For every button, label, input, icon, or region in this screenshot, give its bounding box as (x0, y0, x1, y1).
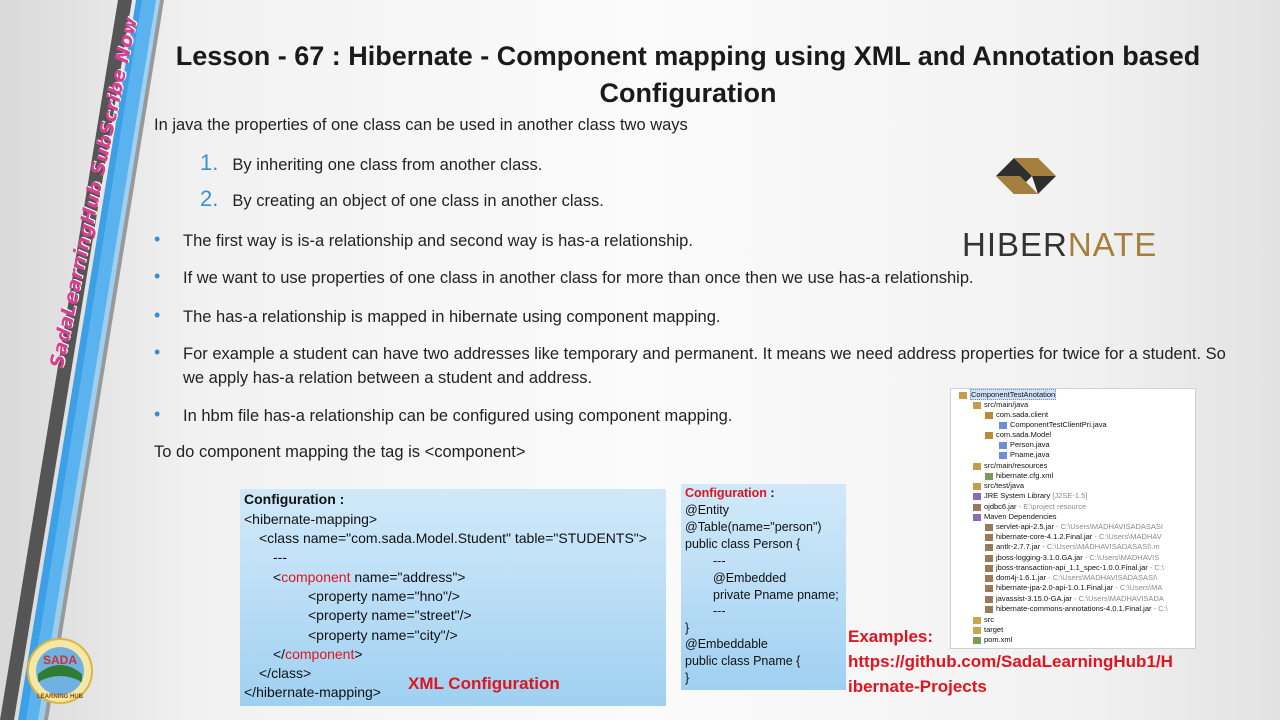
badge-top-text: SADA (42, 653, 78, 667)
bullet-text: If we want to use properties of one class in another class for more than once then we use has-a relationship. (183, 269, 974, 287)
heading-text: Configuration (685, 486, 767, 500)
tree-label: antlr-2.7.7.jar (996, 542, 1041, 551)
tree-row (985, 573, 1157, 583)
tree-label: hibernate-commons-annotations-4.0.1.Final.jar (996, 604, 1152, 613)
tree-row (999, 440, 1050, 450)
item-number: 2. (200, 186, 219, 211)
library-icon (973, 493, 981, 500)
heading-colon: : (766, 486, 775, 500)
tree-path: - E:\project resource (1016, 502, 1087, 511)
tree-path: - C:\Users\MADHAVIS (1082, 553, 1160, 562)
component-tag-text: To do component mapping the tag is <component> (154, 443, 526, 461)
jar-icon (973, 504, 981, 511)
tree-label: JRE System Library (984, 491, 1053, 500)
item-text: By inheriting one class from another class. (232, 156, 543, 174)
code-fragment: < (273, 569, 282, 585)
tree-row (985, 563, 1164, 573)
tree-row (973, 481, 1024, 491)
tree-path: - C:\Users\MADHAV (1092, 532, 1162, 541)
code-line (273, 569, 465, 585)
jar-icon (985, 575, 993, 582)
annotation-config-box (681, 484, 846, 690)
tree-row (973, 502, 1086, 512)
logo-part-gold: NATE (1067, 226, 1158, 263)
code-line: --- (713, 604, 726, 618)
tree-row (985, 532, 1162, 542)
source-folder-icon (973, 463, 981, 470)
tree-label: target (984, 625, 1004, 634)
subscribe-watermark: SadaLearningHub SubScribe Now (46, 15, 143, 371)
bullet-item (154, 305, 1244, 329)
bullet-dot: • (154, 305, 161, 325)
tree-label: src/main/resources (984, 461, 1048, 470)
bullet-item (154, 266, 1244, 290)
tree-path: - C:\Users\MADHAVISADA (1071, 594, 1164, 603)
code-line: <property name="city"/> (308, 627, 458, 643)
tree-path: [J2SE-1.5] (1052, 491, 1088, 500)
xml-file-icon (985, 473, 993, 480)
tree-label: com.sada.client (996, 410, 1049, 419)
tree-label: src/main/java (984, 400, 1029, 409)
folder-icon (973, 617, 981, 624)
examples-label: Examples: (848, 627, 934, 646)
tree-label: javassist-3.15.0-GA.jar (996, 594, 1072, 603)
tree-label: hibernate.cfg.xml (996, 471, 1054, 480)
tree-row (973, 461, 1047, 471)
code-line: --- (713, 554, 726, 568)
jar-icon (985, 524, 993, 531)
tree-path: - C:\Users\MADHAVISADASASI (1053, 522, 1163, 531)
tree-row (985, 553, 1159, 563)
java-file-icon (999, 452, 1007, 459)
code-line: <hibernate-mapping> (244, 511, 378, 527)
code-line: @Entity (685, 503, 729, 517)
bullet-dot: • (154, 229, 161, 249)
bullet-text: The first way is is-a relationship and second way is has-a relationship. (183, 232, 693, 250)
tree-row (973, 491, 1087, 501)
tree-row (985, 522, 1163, 532)
logo-part-dark: HIBER (962, 226, 1068, 263)
xml-configuration-label: XML Configuration (408, 674, 560, 693)
bullet-item (154, 342, 1244, 390)
tree-label: servlet-api-2.5.jar (996, 522, 1054, 531)
badge-bottom-text: LEARNING HUB (37, 694, 83, 700)
code-line: private Pname pname; (713, 588, 839, 602)
numbered-item (200, 186, 604, 212)
jar-icon (985, 585, 993, 592)
bullet-text: For example a student can have two addresses like temporary and permanent. It means we need address properties for twice for a student. So we apply has-a relation between a student and address. (183, 345, 1226, 387)
code-fragment: </ (273, 646, 286, 662)
tree-label: jboss-logging-3.1.0.GA.jar (996, 553, 1083, 562)
code-line: <property name="hno"/> (308, 588, 460, 604)
intro-text: In java the properties of one class can be used in another class two ways (154, 116, 688, 134)
numbered-item (200, 150, 542, 176)
tree-path: - C:\ (1151, 604, 1168, 613)
tree-label: pom.xml (984, 635, 1013, 644)
tree-label: Maven Dependencies (984, 512, 1057, 521)
tree-path: - C:\Users\MADHAVISADASASI\.m (1040, 542, 1160, 551)
code-line: @Embedded (713, 571, 787, 585)
tree-row (985, 594, 1164, 604)
code-line (273, 646, 363, 662)
hibernate-logo-icon (960, 148, 1080, 228)
tree-label: Person.java (1010, 440, 1050, 449)
xml-config-heading: Configuration : (244, 491, 345, 507)
tree-label: hibernate-core-4.1.2.Final.jar (996, 532, 1093, 541)
jar-icon (985, 565, 993, 572)
tree-path: - C:\ (1147, 563, 1164, 572)
annotation-config-heading (685, 486, 775, 500)
library-icon (973, 514, 981, 521)
tree-row (985, 542, 1160, 552)
slide-title: Lesson - 67 : Hibernate - Component mapping using XML and Annotation based Configuration (175, 41, 1201, 108)
java-file-icon (999, 442, 1007, 449)
code-line: public class Person { (685, 537, 801, 551)
tree-path: - C:\Users\MADHAVISADASASI\ (1046, 573, 1158, 582)
examples-block (848, 624, 1173, 699)
tree-row (985, 604, 1168, 614)
code-line: <class name="com.sada.Model.Student" table="STUDENTS"> (259, 530, 647, 546)
jar-icon (985, 534, 993, 541)
project-icon (959, 392, 967, 399)
tree-row (985, 471, 1053, 481)
code-line: @Table(name="person") (685, 520, 822, 534)
item-text: By creating an object of one class in another class. (232, 192, 604, 210)
hibernate-logo-text (962, 226, 1157, 264)
code-line: public class Pname { (685, 654, 801, 668)
tree-row (999, 420, 1107, 430)
tree-label: hibernate-jpa-2.0-api-1.0.1.Final.jar (996, 583, 1114, 592)
jar-icon (985, 606, 993, 613)
java-file-icon (999, 422, 1007, 429)
tree-label: src/test/java (984, 481, 1025, 490)
tree-row (973, 512, 1057, 522)
tree-label: jboss-transaction-api_1.1_spec-1.0.0.Final.jar (996, 563, 1148, 572)
bullet-dot: • (154, 342, 161, 362)
github-link-line2[interactable]: ibernate-Projects (848, 677, 987, 696)
component-keyword: component (281, 569, 351, 585)
tree-label: dom4j-1.6.1.jar (996, 573, 1047, 582)
github-link-line1[interactable]: https://github.com/SadaLearningHub1/H (848, 652, 1173, 671)
bullet-dot: • (154, 404, 161, 424)
component-keyword: component (285, 646, 355, 662)
source-folder-icon (973, 483, 981, 490)
tree-row (985, 583, 1162, 593)
source-folder-icon (973, 402, 981, 409)
code-line: </hibernate-mapping> (244, 684, 381, 700)
bullet-text: In hbm file has-a relationship can be configured using component mapping. (183, 407, 733, 425)
jar-icon (985, 555, 993, 562)
package-icon (985, 412, 993, 419)
tree-row (973, 400, 1028, 410)
tree-label: ComponentTestAnotation (971, 390, 1056, 399)
code-line: } (685, 671, 690, 685)
package-icon (985, 432, 993, 439)
code-line: } (685, 621, 690, 635)
bullet-dot: • (154, 266, 161, 286)
tree-row (985, 410, 1048, 420)
tree-path: - C:\Users\MA (1113, 583, 1163, 592)
tree-label: src (984, 615, 994, 624)
tree-label: com.sada.Model (996, 430, 1052, 439)
jar-icon (985, 544, 993, 551)
project-explorer-tree (950, 388, 1196, 649)
jar-icon (985, 596, 993, 603)
tree-label: ComponentTestClientPri.java (1010, 420, 1107, 429)
code-line: @Embeddable (685, 637, 768, 651)
item-number: 1. (200, 150, 219, 175)
code-fragment: > (354, 646, 363, 662)
tree-row (985, 430, 1051, 440)
tree-label: Pname.java (1010, 450, 1050, 459)
side-stripes (0, 0, 170, 720)
bullet-text: The has-a relationship is mapped in hibernate using component mapping. (183, 308, 721, 326)
code-line: </class> (259, 665, 312, 681)
code-line: --- (273, 549, 287, 565)
tree-row (999, 450, 1050, 460)
tree-row-project (959, 390, 1056, 400)
tree-label: ojdbc6.jar (984, 502, 1017, 511)
sada-learning-hub-badge (24, 636, 96, 706)
code-line: <property name="street"/> (308, 607, 472, 623)
code-fragment: name="address"> (350, 569, 466, 585)
